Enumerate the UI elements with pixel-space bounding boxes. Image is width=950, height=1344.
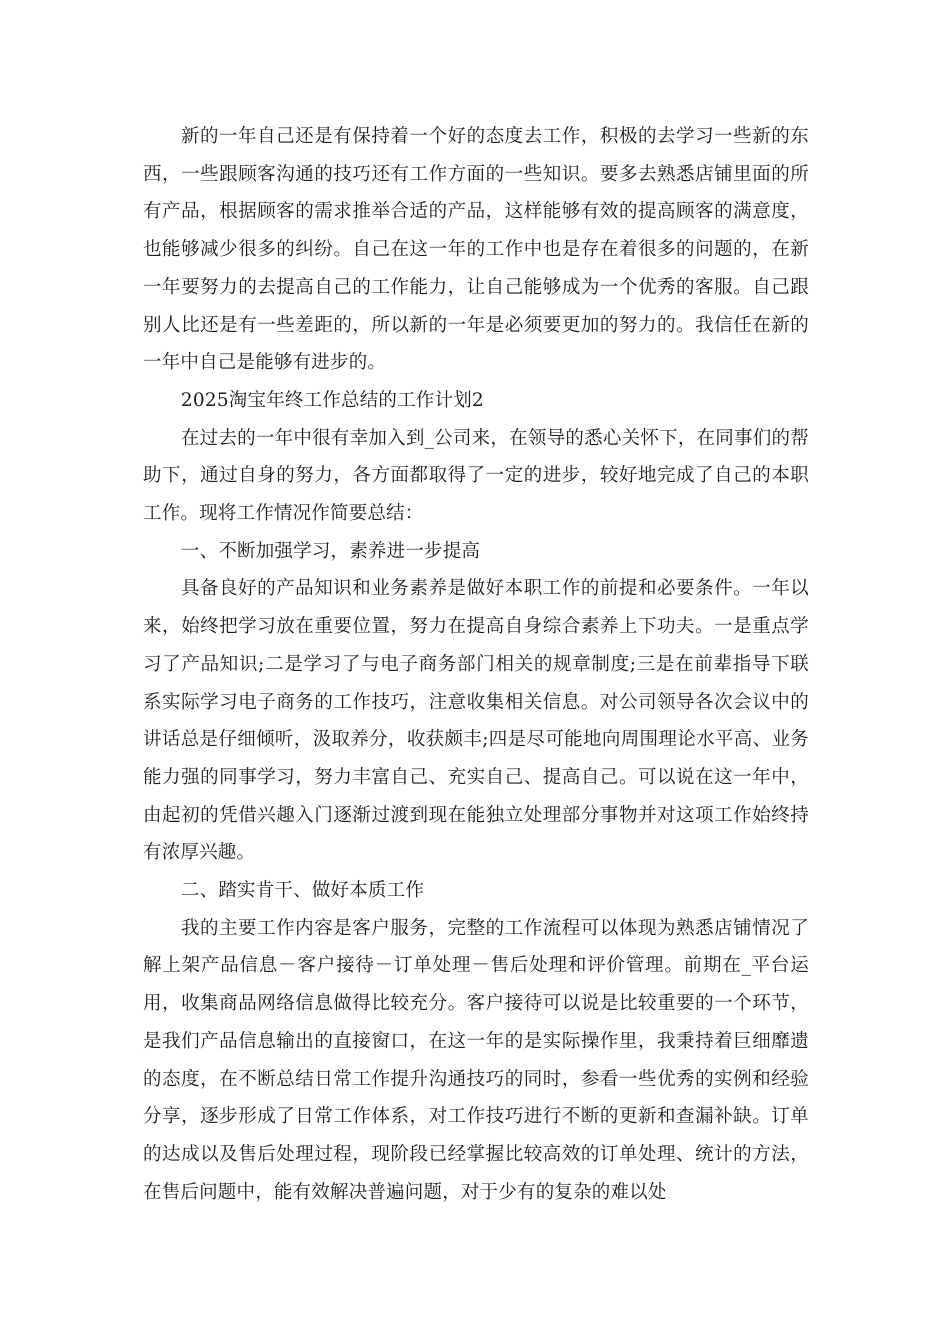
document-body bbox=[143, 118, 809, 1211]
heading-section-one: 一、不断加强学习，素养进一步提高 bbox=[180, 540, 481, 562]
section-title-work-plan-2: 2025淘宝年终工作总结的工作计划2 bbox=[180, 389, 484, 411]
paragraph-learning: 具备良好的产品知识和业务素养是做好本职工作的前提和必要条件。一年以来，始终把学习放在重要位置，努力在提高自身综合素养上下功夫。一是重点学习了产品知识;二是学习了与电子商务部门相关的规章制度;三是在前辈指导下联系实际学习电子商务的工作技巧，注意收集相关信息。对公司领导各次会议中的讲话总是仔细倾听，汲取养分，收获颇丰;四是尽可能地向周围理论水平高、业务能力强的同事学习，努力丰富自己、充实自己、提高自己。可以说在这一年中，由起初的凭借兴趣入门逐渐过渡到现在能独立处理部分事物并对这项工作始终持有浓厚兴趣。 bbox=[143, 578, 809, 864]
paragraph-customer-service: 我的主要工作内容是客户服务，完整的工作流程可以体现为熟悉店铺情况了解上架产品信息－客户接待－订单处理－售后处理和评价管理。前期在_平台运用，收集商品网络信息做得比较充分。客户接待可以说是比较重要的一个环节，是我们产品信息输出的直接窗口，在这一年的是实际操作里，我秉持着巨细靡遗的态度，在不断总结日常工作提升沟通技巧的同时，参看一些优秀的实例和经验分享，逐步形成了日常工作体系，对工作技巧进行不断的更新和查漏补缺。订单的达成以及售后处理过程，现阶段已经掌握比较高效的订单处理、统计的方法，在售后问题中，能有效解决普遍问题，对于少有的复杂的难以处 bbox=[143, 917, 809, 1203]
paragraph-intro: 在过去的一年中很有幸加入到_公司来，在领导的悉心关怀下，在同事们的帮助下，通过自身的努力，各方面都取得了一定的进步，较好地完成了自己的本职工作。现将工作情况作简要总结： bbox=[143, 427, 809, 525]
paragraph-new-year-attitude: 新的一年自己还是有保持着一个好的态度去工作，积极的去学习一些新的东西，一些跟顾客沟通的技巧还有工作方面的一些知识。要多去熟悉店铺里面的所有产品，根据顾客的需求推举合适的产品，这样能够有效的提高顾客的满意度，也能够减少很多的纠纷。自己在这一年的工作中也是存在着很多的问题的，在新一年要努力的去提高自己的工作能力，让自己能够成为一个优秀的客服。自己跟别人比还是有一些差距的，所以新的一年是必须要更加的努力的。我信任在新的一年中自己是能够有进步的。 bbox=[143, 126, 809, 374]
heading-section-two: 二、踏实肯干、做好本质工作 bbox=[180, 880, 425, 902]
